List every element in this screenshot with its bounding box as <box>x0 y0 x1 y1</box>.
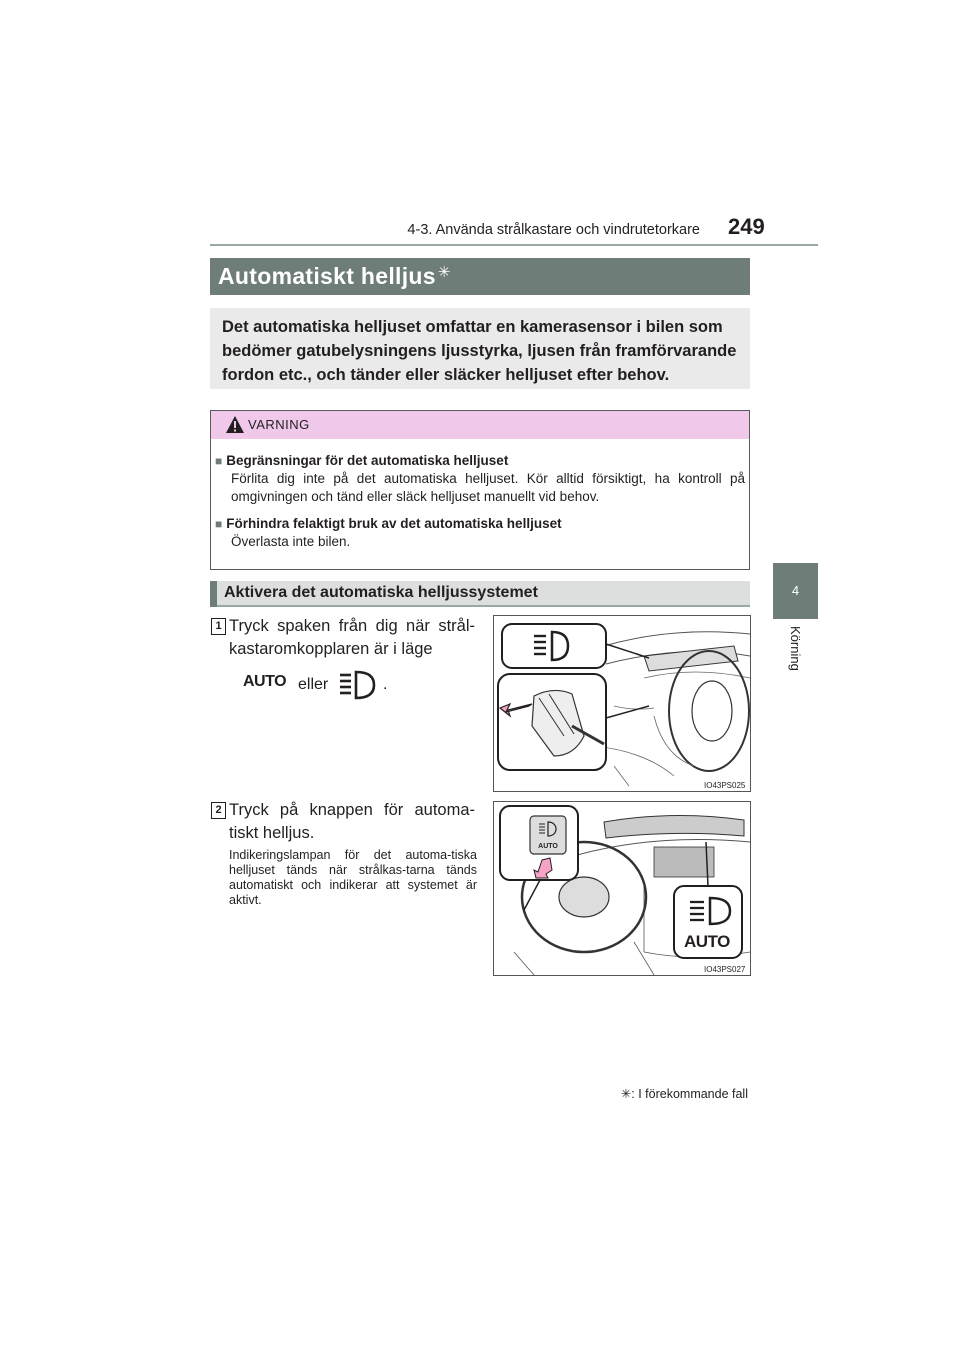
bullet-square-icon: ■ <box>215 454 223 468</box>
eller-text: eller <box>298 676 329 693</box>
asterisk-icon: ✳ <box>437 264 451 281</box>
warning-item-body: Överlasta inte bilen. <box>231 534 351 549</box>
warning-item-title: Förhindra felaktigt bruk av det automatiska helljuset <box>226 516 562 531</box>
warning-item-body: Förlita dig inte på det automatiska helljuset. Kör alltid försiktigt, ha kontroll på omgivningen och tänd eller släck helljuset manuellt vid behov. <box>231 471 745 504</box>
warning-item <box>215 515 745 551</box>
chapter-tab: 4 <box>773 563 818 619</box>
auto-button-label: AUTO <box>684 932 730 951</box>
figure-code: IO43PS027 <box>704 965 746 974</box>
figure-button <box>493 801 751 976</box>
section-title: Aktivera det automatiska helljussystemet <box>224 584 538 601</box>
auto-label: AUTO <box>243 673 287 690</box>
step-number: 2 <box>211 802 226 819</box>
figure-code: IO43PS025 <box>704 781 746 790</box>
step-text: Tryck på knappen för automa-tiskt helljus. <box>229 801 475 842</box>
figure-lever <box>493 615 751 792</box>
svg-text:AUTO: AUTO <box>538 843 558 850</box>
step-note: Indikeringslampan för det automa-tiska helljuset tänds när strålkas-tarna tänds automatiskt och indikerar att systemet är aktivt. <box>229 848 477 907</box>
steering-lever-illustration <box>494 616 750 791</box>
warning-item <box>215 452 745 506</box>
running-header-section: 4-3. Använda strålkastare och vindrutetorkare <box>407 222 700 238</box>
period-text: . <box>383 676 388 693</box>
page-number: 249 <box>728 214 765 239</box>
intro-text: Det automatiska helljuset omfattar en kamerasensor i bilen som bedömer gatubelysningens ljusstyrka, ljusen från framförvarande fordon etc., och tänder eller släcker helljuset efter behov. <box>222 318 737 384</box>
warning-heading: VARNING <box>248 417 310 432</box>
chapter-label <box>783 626 807 706</box>
chapter-label-text: Körning <box>788 626 803 671</box>
page-title-text: Automatiskt helljus <box>218 263 436 289</box>
bullet-square-icon: ■ <box>215 517 223 531</box>
footnote: ✳: I förekommande fall <box>620 1087 748 1101</box>
headlight-high-beam-icon <box>336 668 378 702</box>
page-title <box>218 263 451 290</box>
warning-triangle-icon <box>225 415 245 435</box>
header-rule <box>210 244 818 246</box>
section-bar-accent <box>210 581 217 607</box>
step-number: 1 <box>211 618 226 635</box>
warning-item-title: Begränsningar för det automatiska helljuset <box>226 453 509 468</box>
step-text: Tryck spaken från dig när strål-kastaromkopplaren är i läge <box>229 617 475 658</box>
